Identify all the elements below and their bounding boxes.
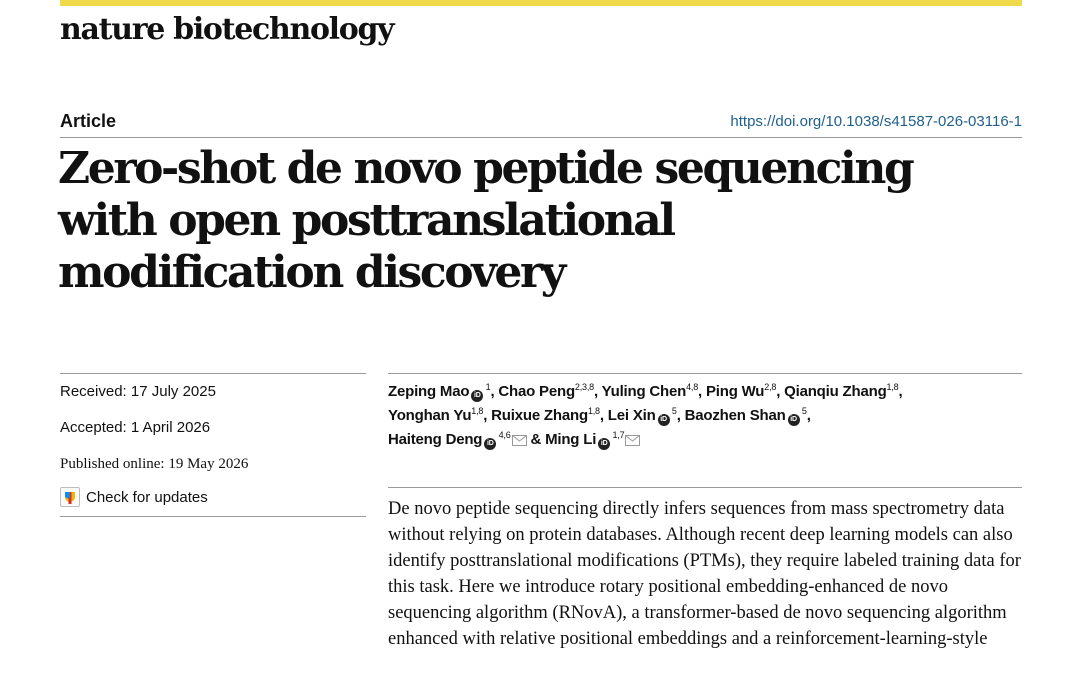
affiliation-superscript: 4,6 — [496, 430, 511, 440]
author-name-text: Zeping Mao — [388, 383, 470, 400]
affiliation-superscript: 2,8 — [764, 382, 777, 392]
check-updates-icon — [60, 487, 80, 507]
author-name-text: Ming Li — [545, 431, 597, 448]
author-name-text: Baozhen Shan — [684, 407, 786, 424]
article-header-row — [60, 111, 1022, 138]
check-updates-button[interactable] — [60, 487, 366, 507]
author-name[interactable] — [784, 383, 898, 400]
email-icon[interactable] — [512, 435, 527, 446]
author-name[interactable] — [608, 407, 677, 424]
divider — [60, 516, 366, 517]
author-name-text: Ping Wu — [705, 383, 765, 400]
author-name[interactable] — [388, 407, 483, 424]
title-line: with open posttranslational — [58, 195, 674, 246]
affiliation-superscript: 2,3,8 — [574, 382, 594, 392]
author-name[interactable] — [602, 383, 698, 400]
published-date: Published online: 19 May 2026 — [60, 456, 249, 472]
author-name[interactable] — [498, 383, 594, 400]
author-name[interactable] — [491, 407, 600, 424]
author-name-text: Ruixue Zhang — [491, 407, 588, 424]
email-icon[interactable] — [625, 435, 640, 446]
author-name-text: Lei Xin — [607, 407, 656, 424]
check-updates-label: Check for updates — [86, 488, 208, 506]
affiliation-superscript: 5 — [669, 406, 677, 416]
affiliation-superscript: 1 — [483, 382, 491, 392]
abstract: De novo peptide sequencing directly infers sequences from mass spectrometry data without relying on protein databases. Although recent deep learning models can also identify posttranslational modifications (PTMs), they require labeled training data for this task. Here we introduce rotary positional embedding-enhanced de novo sequencing algorithm (RNovA), a transformer-based de novo sequencing algorithm enhanced with relative positional embeddings and a reinforcement-learning-style — [388, 487, 1022, 652]
title-line: Zero-shot de novo peptide sequencing — [58, 143, 913, 194]
title-line: modification discovery — [58, 247, 564, 298]
affiliation-superscript: 1,8 — [587, 406, 600, 416]
affiliation-superscript: 5 — [799, 406, 807, 416]
journal-logo[interactable]: nature biotechnology — [60, 12, 394, 47]
received-date: Received: 17 July 2025 — [60, 383, 216, 400]
author-name[interactable] — [685, 407, 807, 424]
author-name-text: Yuling Chen — [601, 383, 687, 400]
author-name-text: Yonghan Yu — [388, 407, 472, 424]
author-list: Zeping Mao iD $^1$, Chao Peng$^{2,3,8}$, Yuling Chen$^{4,8}$, Ping Wu$^{2,8}$, Qianqiu Zhang$^{1,8}$, Yonghan Yu$^{1,8}$, Ruixue Zhang$^{1,8}$, Lei Xin iD $^5$, Baozhen Shan iD $^5$, Haiteng Deng iD $^{4,6}$ & Ming Li iD $^{1,7}$ — [388, 373, 1022, 452]
publication-dates — [60, 373, 366, 517]
accepted-date: Accepted: 1 April 2026 — [60, 419, 211, 436]
doi-link[interactable]: https://doi.org/10.1038/s41587-026-03116-1 — [730, 113, 1022, 130]
orcid-icon[interactable]: iD — [788, 414, 800, 426]
orcid-icon[interactable]: iD — [658, 414, 670, 426]
author-name[interactable] — [706, 383, 776, 400]
author-name[interactable] — [545, 431, 640, 448]
author-name[interactable] — [388, 431, 527, 448]
author-name-text: Qianqiu Zhang — [784, 383, 887, 400]
affiliation-superscript: 1,7 — [610, 430, 625, 440]
orcid-icon[interactable]: iD — [471, 390, 483, 402]
author-name-text: Haiteng Deng — [388, 431, 483, 448]
journal-accent-rule — [60, 0, 1022, 6]
orcid-icon[interactable]: iD — [484, 438, 496, 450]
article-title — [58, 143, 1008, 299]
author-name[interactable] — [388, 383, 490, 400]
orcid-icon[interactable]: iD — [598, 438, 610, 450]
article-type-label: Article — [60, 111, 117, 131]
affiliation-superscript: 1,8 — [886, 382, 899, 392]
affiliation-superscript: 4,8 — [686, 382, 699, 392]
affiliation-superscript: 1,8 — [471, 406, 484, 416]
author-name-text: Chao Peng — [498, 383, 575, 400]
